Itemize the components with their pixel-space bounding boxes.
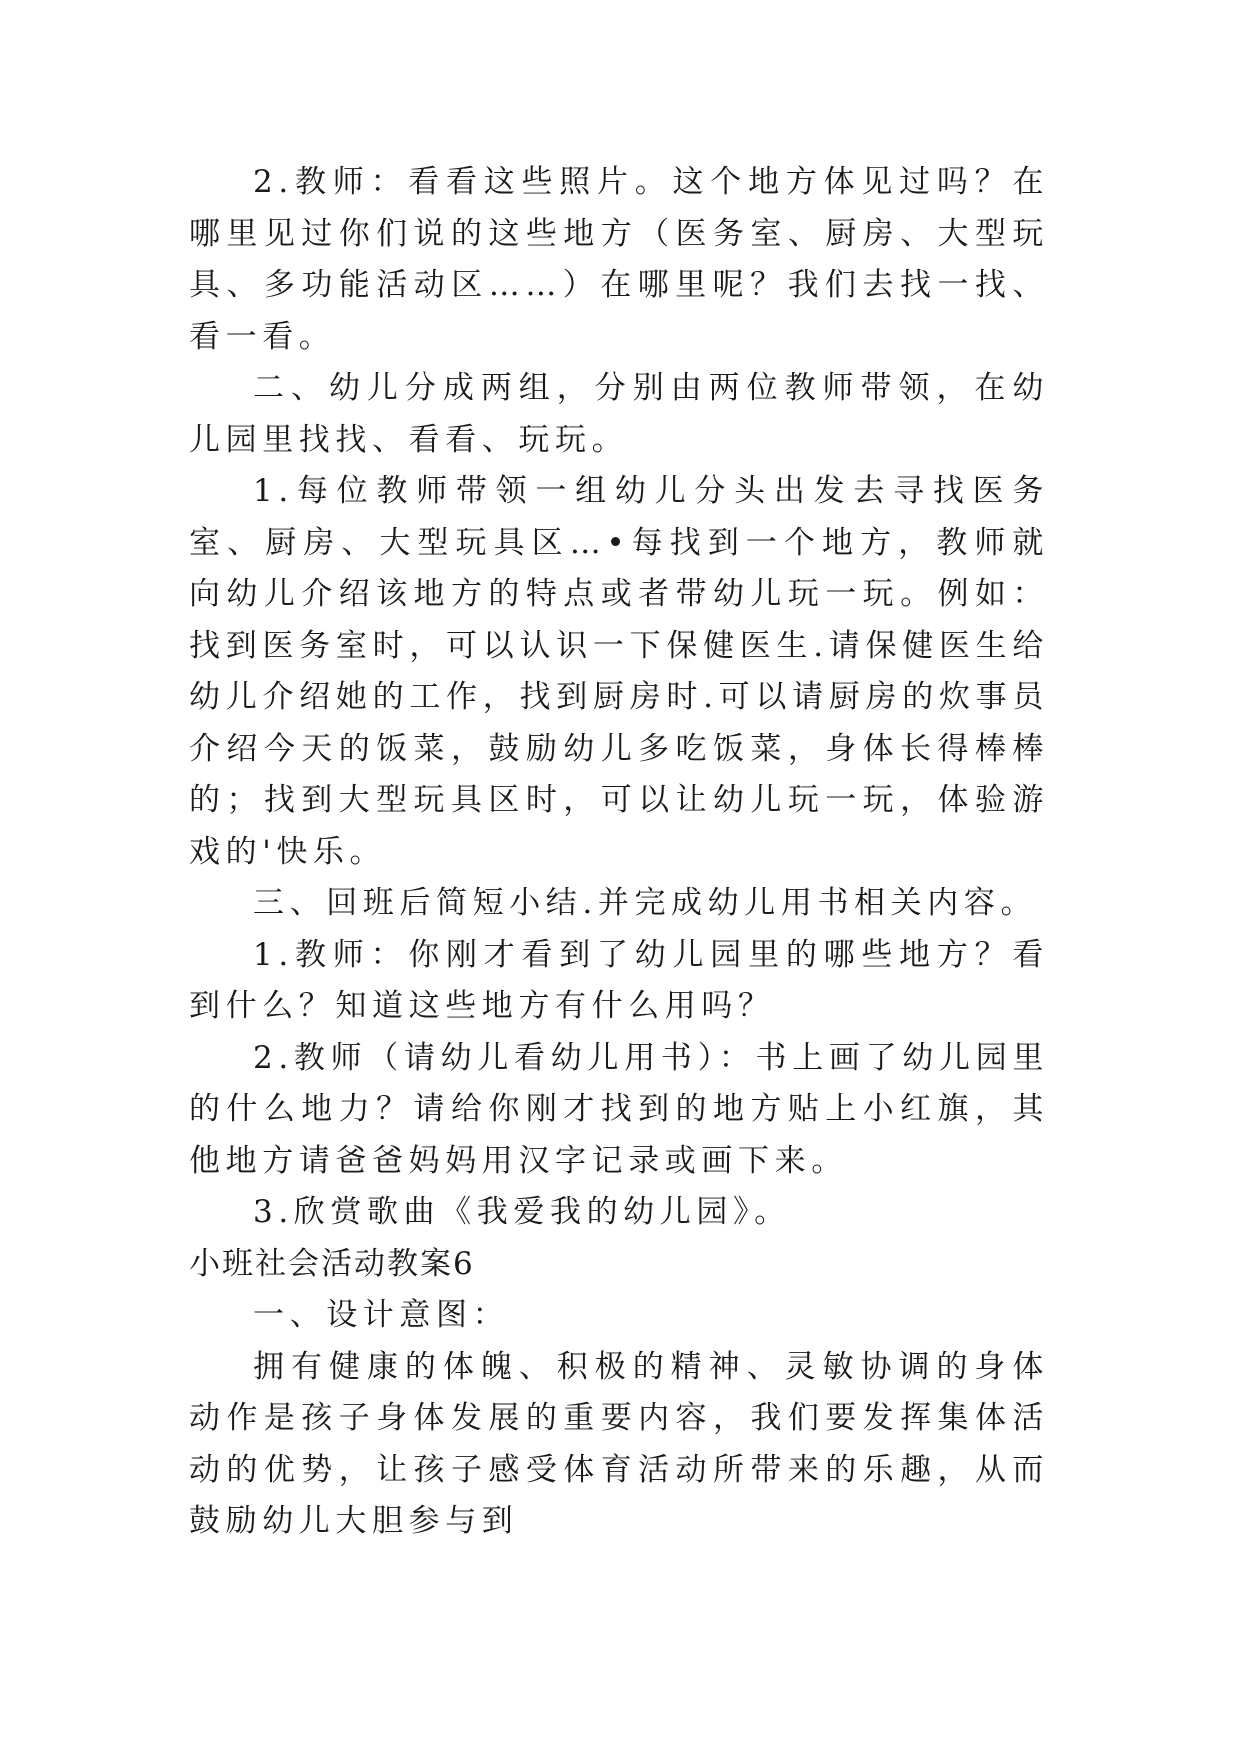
paragraph-children-book: 2.教师（请幼儿看幼儿用书）：书上画了幼儿园里的什么地力？请给你刚才找到的地方贴上小红旗，其他地方请爸爸妈妈用汉字记录或画下来。: [189, 1039, 1049, 1179]
section-heading-lesson-6: 小班社会活动教案6: [189, 1245, 475, 1282]
paragraph-summary: 三、回班后简短小结.并完成幼儿用书相关内容。: [253, 885, 1038, 921]
paragraph-song: 3.欣赏歌曲《我爱我的幼儿园》。: [253, 1194, 791, 1230]
paragraph-explore-places: 1.每位教师带领一组幼儿分头出发去寻找医务室、厨房、大型玩具区…•每找到一个地方，教师就向幼儿介绍该地方的特点或者带幼儿玩一玩。例如：找到医务室时，可以认识一下保健医生.请保健医生给幼儿介绍她的工作，找到厨房时.可以请厨房的炊事员介绍今天的饭菜，鼓励幼儿多吃饭菜，身体长得棒棒的；找到大型玩具区时，可以让幼儿玩一玩，体验游戏的'快乐。: [189, 473, 1049, 870]
paragraph-design-intent-body: 拥有健康的体魄、积极的精神、灵敏协调的身体动作是孩子身体发展的重要内容，我们要发挥集体活动的优势，让孩子感受体育活动所带来的乐趣，从而鼓励幼儿大胆参与到: [189, 1348, 1049, 1539]
paragraph-teacher-question: 1.教师：你刚才看到了幼儿园里的哪些地方？看到什么？知道这些地方有什么用吗？: [189, 936, 1049, 1024]
paragraph-split-groups: 二、幼儿分成两组，分别由两位教师带领，在幼儿园里找找、看看、玩玩。: [189, 370, 1049, 458]
document-page: [189, 157, 1049, 1548]
paragraph-teacher-photos: 2.教师：看看这些照片。这个地方体见过吗？在哪里见过你们说的这些地方（医务室、厨房、大型玩具、多功能活动区……）在哪里呢？我们去找一找、看一看。: [189, 164, 1049, 355]
paragraph-design-intent-title: 一、设计意图：: [253, 1297, 510, 1333]
